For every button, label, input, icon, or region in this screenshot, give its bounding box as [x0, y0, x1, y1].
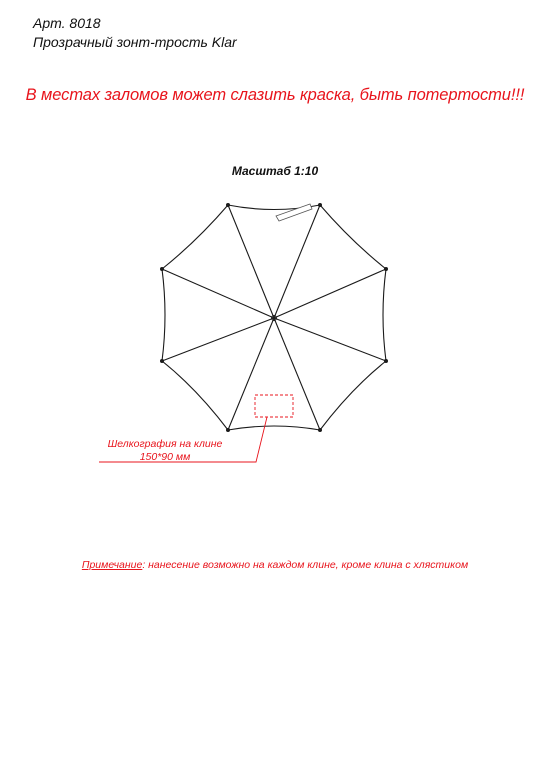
canopy-edge	[320, 205, 386, 269]
canopy-edge	[162, 205, 228, 269]
canopy-edge	[162, 361, 228, 430]
warning-text: В местах заломов может слазить краска, быть потертости!!!	[25, 86, 525, 104]
canopy-edge	[162, 269, 165, 361]
rib-tip	[318, 428, 322, 432]
rib-tip	[160, 359, 164, 363]
canopy-edge	[383, 269, 386, 361]
print-area-label	[90, 438, 240, 464]
rib-tip	[160, 267, 164, 271]
rib	[228, 318, 274, 430]
rib	[274, 318, 320, 430]
article-number: Арт. 8018	[33, 15, 101, 31]
rib-tip	[226, 428, 230, 432]
note	[0, 559, 550, 571]
print-area-box	[255, 395, 293, 417]
print-area-label-line1: Шелкография на клине	[107, 438, 223, 450]
product-name: Прозрачный зонт-трость Klar	[33, 34, 237, 50]
rib-tip	[226, 203, 230, 207]
scale-label: Масштаб 1:10	[231, 164, 319, 178]
strap	[276, 204, 312, 221]
rib-tip	[318, 203, 322, 207]
rib-tip	[384, 359, 388, 363]
note-text: : нанесение возможно на каждом клине, кроме клина с хлястиком	[142, 559, 469, 571]
rib	[162, 318, 274, 361]
canopy-edge	[320, 361, 386, 430]
print-area-label-line2: 150*90 мм	[139, 451, 191, 463]
note-label: Примечание	[81, 559, 143, 571]
canopy-edge	[228, 426, 320, 430]
rib-tip	[384, 267, 388, 271]
rib	[274, 318, 386, 361]
